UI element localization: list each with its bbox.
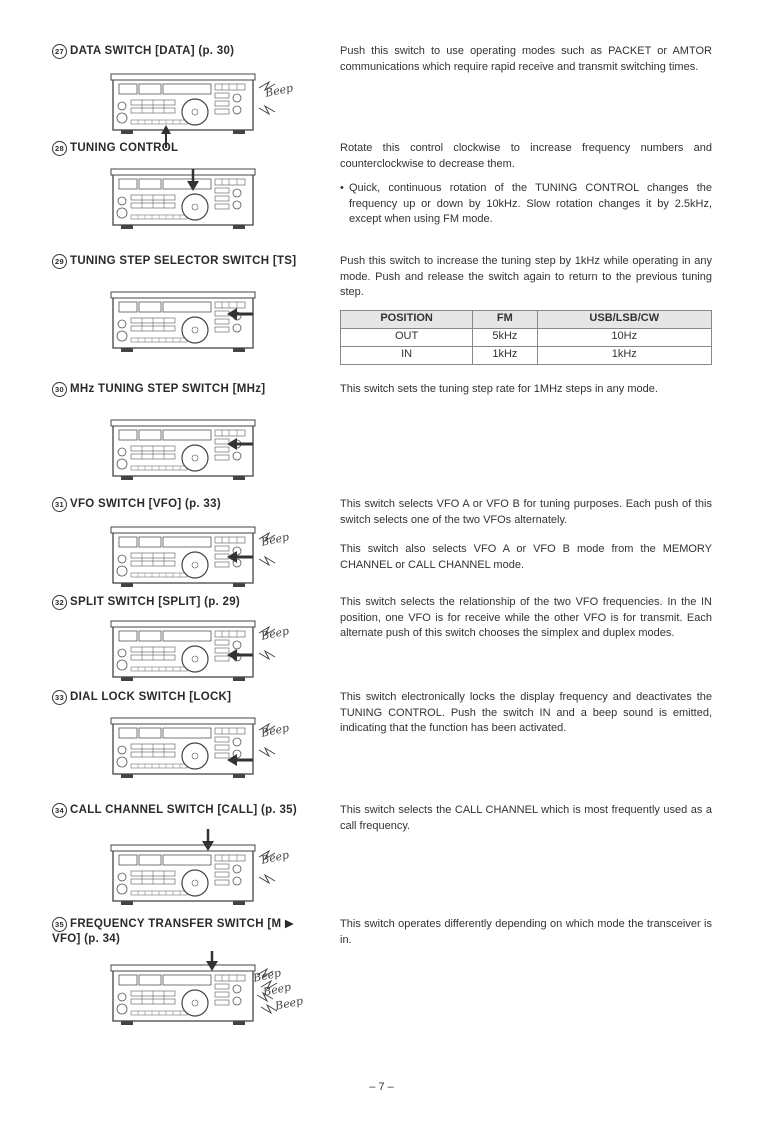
section-title: TUNING CONTROL <box>70 142 179 154</box>
bullet-item: • Quick, continuous rotation of the TUNING CONTROL changes the frequency up or down by 10kHz. Slow rotation changes it by 2.5kHz, except when using FM mode. <box>340 181 712 228</box>
description-paragraph: This switch sets the tuning step rate for 1MHz steps in any mode. <box>340 383 658 395</box>
transceiver-illustration <box>111 72 295 132</box>
bullet-text: Quick, continuous rotation of the TUNING CONTROL changes the frequency up or down by 10kHz. Slow rotation changes it by 2.5kHz, except when using FM mode. <box>349 182 712 225</box>
description-paragraph: Push this switch to use operating modes such as PACKET or AMTOR communications which require rapid receive and transmit switching times. <box>340 45 712 73</box>
item-number: 27 <box>52 44 67 59</box>
section-description <box>340 595 712 651</box>
table-row <box>341 328 712 346</box>
column-header: USB/LSB/CW <box>537 310 711 328</box>
section-title: DIAL LOCK SWITCH [LOCK] <box>70 691 232 703</box>
transceiver-illustration <box>111 418 261 478</box>
description-paragraph: Push this switch to increase the tuning step by 1kHz while operating in any mode. Push and release the switch again to return to the previous tuning step. <box>340 255 712 298</box>
section-description <box>340 382 712 407</box>
beep-label: Beep <box>273 994 305 1013</box>
beep-label: Beep <box>251 966 283 985</box>
section-heading <box>52 803 297 818</box>
section-heading <box>52 917 297 947</box>
item-number: 35 <box>52 917 67 932</box>
page-number: – 7 – <box>369 1081 394 1093</box>
description-paragraph: This switch selects the relationship of the two VFO frequencies. In the IN position, one VFO is for receive while the other VFO is for transmit. Each alternate push of this switch chooses the simplex and duplex modes. <box>340 596 712 639</box>
item-number: 32 <box>52 595 67 610</box>
table-header-row <box>341 310 712 328</box>
table-cell: 10Hz <box>537 328 711 346</box>
item-number: 31 <box>52 497 67 512</box>
section-description <box>340 141 712 228</box>
column-header: POSITION <box>341 310 473 328</box>
item-number: 30 <box>52 382 67 397</box>
description-paragraph: This switch operates differently depending on which mode the transceiver is in. <box>340 918 712 946</box>
description-paragraph: This switch electronically locks the display frequency and deactivates the TUNING CONTROL. Push the switch IN and a beep sound is emitted, indicating that the function has been activated. <box>340 691 712 734</box>
transceiver-illustration <box>111 619 291 679</box>
transceiver-illustration <box>111 167 261 227</box>
section-title: CALL CHANNEL SWITCH [CALL] (p. 35) <box>70 804 297 816</box>
table-cell: 1kHz <box>537 346 711 364</box>
section-title: SPLIT SWITCH [SPLIT] (p. 29) <box>70 596 241 608</box>
section-heading <box>52 382 297 397</box>
beep-label: Beep <box>259 530 291 549</box>
table-row <box>341 346 712 364</box>
section-heading <box>52 141 297 156</box>
section-heading <box>52 254 297 269</box>
beep-label: Beep <box>261 980 293 999</box>
transceiver-illustration <box>111 716 291 776</box>
item-number: 33 <box>52 690 67 705</box>
section-heading <box>52 690 297 705</box>
column-header: FM <box>473 310 537 328</box>
table-cell: 5kHz <box>473 328 537 346</box>
section-description <box>340 254 712 365</box>
beep-label: Beep <box>263 81 295 100</box>
description-paragraph: Rotate this control clockwise to increase frequency numbers and counterclockwise to decrease them. <box>340 142 712 170</box>
section-heading <box>52 44 297 59</box>
section-description <box>340 690 712 746</box>
transceiver-illustration <box>111 525 291 585</box>
item-number: 28 <box>52 141 67 156</box>
section-heading <box>52 497 297 512</box>
description-paragraph: This switch selects the CALL CHANNEL which is most frequently used as a call frequency. <box>340 804 712 832</box>
beep-label: Beep <box>259 848 291 867</box>
section-description <box>340 803 712 843</box>
transceiver-illustration <box>111 843 291 903</box>
section-title: TUNING STEP SELECTOR SWITCH [TS] <box>70 255 297 267</box>
tuning-step-table <box>340 310 712 365</box>
description-paragraph: This switch selects VFO A or VFO B for tuning purposes. Each push of this switch selects one of the two VFOs alternately. <box>340 498 712 526</box>
description-paragraph: This switch also selects VFO A or VFO B mode from the MEMORY CHANNEL or CALL CHANNEL mode. <box>340 543 712 571</box>
transceiver-illustration <box>111 290 261 350</box>
beep-label: Beep <box>259 721 291 740</box>
section-title: VFO SWITCH [VFO] (p. 33) <box>70 498 221 510</box>
section-description <box>340 44 712 84</box>
transceiver-illustration <box>111 963 305 1023</box>
section-title: MHz TUNING STEP SWITCH [MHz] <box>70 383 266 395</box>
table-cell: IN <box>341 346 473 364</box>
table-cell: 1kHz <box>473 346 537 364</box>
section-description <box>340 497 712 582</box>
section-title: DATA SWITCH [DATA] (p. 30) <box>70 45 235 57</box>
item-number: 34 <box>52 803 67 818</box>
section-title: FREQUENCY TRANSFER SWITCH [M ▶ VFO] (p. 34) <box>52 918 294 945</box>
section-heading <box>52 595 297 610</box>
beep-label: Beep <box>259 624 291 643</box>
item-number: 29 <box>52 254 67 269</box>
table-cell: OUT <box>341 328 473 346</box>
section-description <box>340 917 712 957</box>
